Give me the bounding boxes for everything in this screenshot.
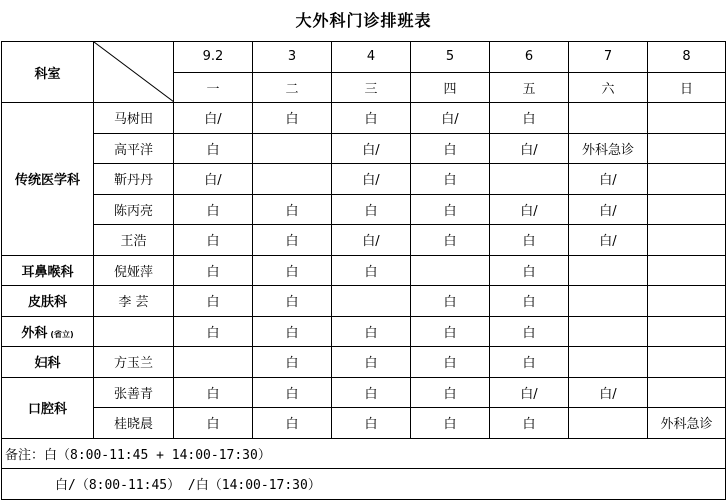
remarks-line-1: 备注：白（8:00-11:45 + 14:00-17:30） <box>2 438 726 469</box>
schedule-cell: 白 <box>490 408 569 439</box>
schedule-cell: 白/ <box>569 194 648 225</box>
schedule-cell: 白 <box>411 316 490 347</box>
schedule-cell: 白/ <box>569 377 648 408</box>
dept-cell <box>2 286 94 317</box>
schedule-cell <box>253 164 332 195</box>
schedule-cell <box>569 316 648 347</box>
doctor-name: 倪娅萍 <box>94 255 174 286</box>
date-header: 8 <box>648 42 726 73</box>
schedule-cell: 白 <box>253 408 332 439</box>
dept-cell <box>2 103 94 256</box>
schedule-cell: 白 <box>253 255 332 286</box>
weekday-header: 日 <box>648 72 726 103</box>
table-row <box>2 194 726 225</box>
table-row <box>2 225 726 256</box>
schedule-cell: 白/ <box>569 164 648 195</box>
schedule-cell: 白/ <box>411 103 490 134</box>
doctor-name: 桂晓晨 <box>94 408 174 439</box>
schedule-cell <box>332 286 411 317</box>
doctor-name: 方玉兰 <box>94 347 174 378</box>
schedule-cell <box>648 286 726 317</box>
schedule-cell: 白 <box>253 194 332 225</box>
date-header: 6 <box>490 42 569 73</box>
schedule-table <box>1 41 726 500</box>
schedule-cell <box>569 103 648 134</box>
schedule-cell <box>569 408 648 439</box>
schedule-cell: 白/ <box>174 103 253 134</box>
schedule-cell <box>174 347 253 378</box>
schedule-cell: 白/ <box>332 133 411 164</box>
schedule-cell: 白 <box>174 133 253 164</box>
date-header: 9.2 <box>174 42 253 73</box>
diagonal-line <box>94 42 174 102</box>
table-row <box>2 255 726 286</box>
weekday-header: 五 <box>490 72 569 103</box>
schedule-cell <box>648 103 726 134</box>
table-row <box>2 377 726 408</box>
remarks-line-2-cell <box>2 469 726 500</box>
schedule-cell: 白 <box>253 225 332 256</box>
weekday-header: 二 <box>253 72 332 103</box>
date-header: 3 <box>253 42 332 73</box>
schedule-cell <box>648 316 726 347</box>
doctor-name: 靳丹丹 <box>94 164 174 195</box>
table-row <box>2 103 726 134</box>
schedule-cell <box>648 347 726 378</box>
schedule-cell: 白 <box>174 316 253 347</box>
schedule-cell <box>490 164 569 195</box>
schedule-cell: 白 <box>411 408 490 439</box>
table-row <box>2 408 726 439</box>
schedule-cell <box>411 255 490 286</box>
schedule-cell: 白 <box>174 225 253 256</box>
schedule-cell <box>253 133 332 164</box>
schedule-cell <box>648 377 726 408</box>
schedule-cell <box>648 255 726 286</box>
table-row <box>2 316 726 347</box>
schedule-cell: 白 <box>253 377 332 408</box>
schedule-cell: 白 <box>174 408 253 439</box>
schedule-cell: 白 <box>253 316 332 347</box>
remarks-line-2: 白/（8:00-11:45） /白（14:00-17:30） <box>55 478 321 494</box>
schedule-cell: 白 <box>490 255 569 286</box>
schedule-cell: 白 <box>253 286 332 317</box>
schedule-cell <box>569 255 648 286</box>
doctor-name: 李 芸 <box>94 286 174 317</box>
table-row <box>2 133 726 164</box>
schedule-cell: 白 <box>411 347 490 378</box>
dept-name: 传统医学科 <box>14 173 80 189</box>
schedule-cell: 白 <box>174 194 253 225</box>
schedule-cell <box>648 164 726 195</box>
schedule-cell: 白/ <box>332 164 411 195</box>
dept-note: (省立) <box>50 329 74 339</box>
doctor-name: 张善青 <box>94 377 174 408</box>
schedule-cell <box>648 194 726 225</box>
schedule-cell: 白 <box>490 316 569 347</box>
schedule-cell: 白/ <box>490 194 569 225</box>
page-title: 大外科门诊排班表 <box>295 11 432 30</box>
schedule-cell <box>569 347 648 378</box>
remarks-row <box>2 438 726 469</box>
diagonal-header-cell <box>94 42 174 103</box>
schedule-cell: 白 <box>253 347 332 378</box>
dept-header: 科室 <box>2 42 94 103</box>
schedule-cell: 白 <box>411 225 490 256</box>
schedule-cell: 白 <box>411 164 490 195</box>
dept-name: 耳鼻喉科 <box>21 264 74 280</box>
doctor-name <box>94 316 174 347</box>
schedule-cell <box>648 133 726 164</box>
schedule-cell: 白 <box>332 103 411 134</box>
weekday-header: 四 <box>411 72 490 103</box>
schedule-cell: 白 <box>411 377 490 408</box>
dept-name: 外科 <box>21 325 48 341</box>
schedule-cell <box>648 225 726 256</box>
dept-cell <box>2 316 94 347</box>
schedule-cell: 白 <box>332 377 411 408</box>
schedule-cell: 白 <box>490 347 569 378</box>
schedule-cell: 白 <box>490 225 569 256</box>
schedule-cell: 白 <box>490 286 569 317</box>
schedule-cell: 白/ <box>490 133 569 164</box>
schedule-cell: 白/ <box>174 164 253 195</box>
dept-name: 口腔科 <box>27 402 67 417</box>
schedule-cell: 白/ <box>490 377 569 408</box>
schedule-cell: 白/ <box>569 225 648 256</box>
weekday-header: 六 <box>569 72 648 103</box>
doctor-name: 马树田 <box>94 103 174 134</box>
header-date-row <box>2 42 726 73</box>
dept-name: 妇科 <box>34 356 61 372</box>
schedule-cell: 白 <box>332 408 411 439</box>
schedule-cell: 白 <box>490 103 569 134</box>
doctor-name: 王浩 <box>94 225 174 256</box>
date-header: 7 <box>569 42 648 73</box>
date-header: 4 <box>332 42 411 73</box>
dept-cell <box>2 377 94 438</box>
weekday-header: 三 <box>332 72 411 103</box>
dept-cell <box>2 255 94 286</box>
schedule-cell: 白 <box>174 377 253 408</box>
schedule-cell: 白 <box>411 133 490 164</box>
schedule-cell: 外科急诊 <box>648 408 726 439</box>
schedule-cell: 白 <box>332 347 411 378</box>
weekday-header: 一 <box>174 72 253 103</box>
schedule-cell: 外科急诊 <box>569 133 648 164</box>
schedule-cell: 白/ <box>332 225 411 256</box>
remarks-row <box>2 469 726 500</box>
schedule-cell: 白 <box>332 316 411 347</box>
table-row <box>2 164 726 195</box>
doctor-name: 高平洋 <box>94 133 174 164</box>
date-header: 5 <box>411 42 490 73</box>
schedule-cell: 白 <box>411 286 490 317</box>
dept-name: 皮肤科 <box>27 295 67 311</box>
doctor-name: 陈丙亮 <box>94 194 174 225</box>
schedule-cell: 白 <box>332 194 411 225</box>
table-row <box>2 347 726 378</box>
dept-cell <box>2 347 94 378</box>
table-row <box>2 286 726 317</box>
schedule-cell: 白 <box>174 286 253 317</box>
schedule-cell: 白 <box>411 194 490 225</box>
schedule-cell <box>569 286 648 317</box>
schedule-cell: 白 <box>332 255 411 286</box>
schedule-cell: 白 <box>174 255 253 286</box>
schedule-cell: 白 <box>253 103 332 134</box>
